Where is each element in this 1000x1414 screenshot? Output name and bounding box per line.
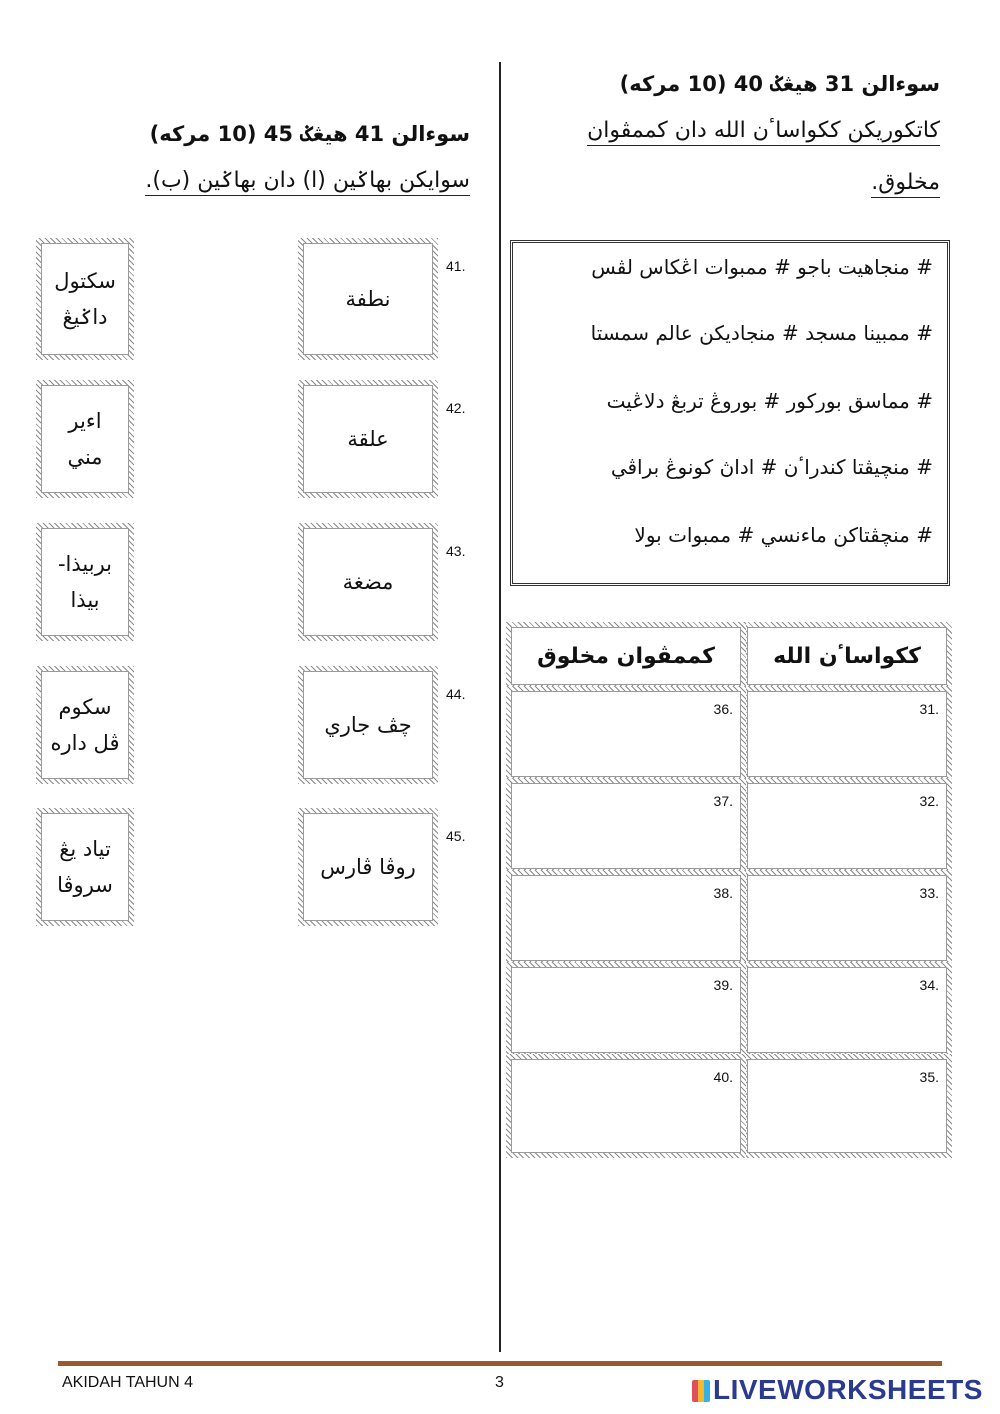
matching-instruction <box>145 168 470 193</box>
term-box-44[interactable]: چڤ جاري <box>298 666 438 784</box>
instruction-line-1 <box>587 118 940 143</box>
term-box-41[interactable]: نطفة <box>298 238 438 360</box>
answer-cell-32[interactable]: 32. <box>742 778 952 874</box>
word-bank-row[interactable]: # منجاهيت باجو # ممبوات اڠکاس لڤس <box>591 255 933 279</box>
word-bank-row[interactable]: # ممبينا مسجد # منجاديکن عالم سمستا <box>590 321 933 345</box>
instruction-text-1: کاتکوريکن ککواساٴن الله دان کممڤوان <box>587 118 940 146</box>
answer-cell-37[interactable]: 37. <box>506 778 746 874</box>
table-header-power-of-allah: ککواساٴن الله <box>742 622 952 690</box>
liveworksheets-logo-icon <box>692 1380 710 1402</box>
table-header-creature-ability: کممڤوان مخلوق <box>506 622 746 690</box>
answer-cell-36[interactable]: 36. <box>506 686 746 782</box>
section-heading-31-40: سوءالن 31 هيڠݢ 40 (10 مرکه) <box>619 72 940 96</box>
answer-cell-35[interactable]: 35. <box>742 1054 952 1158</box>
instruction-text-2: مخلوق. <box>871 170 940 198</box>
question-number-45: 45. <box>446 828 466 844</box>
answer-cell-40[interactable]: 40. <box>506 1054 746 1158</box>
footer-rule <box>58 1361 942 1366</box>
match-box-a[interactable]: سکتول داݢيڠ <box>36 238 134 360</box>
footer-subject: AKIDAH TAHUN 4 <box>62 1374 193 1391</box>
term-box-43[interactable]: مضغة <box>298 523 438 641</box>
instruction-line-2 <box>871 170 940 195</box>
section-heading-41-45: سوءالن 41 هيڠݢ 45 (10 مرکه) <box>149 122 470 146</box>
column-divider <box>499 62 501 1352</box>
liveworksheets-logo[interactable]: LIVEWORKSHEETS <box>692 1374 983 1406</box>
word-bank-row[interactable]: # منچڤتاکن ماءنسي # ممبوات بولا <box>634 523 933 547</box>
question-number-43: 43. <box>446 543 466 559</box>
match-box-c[interactable]: بربيذا- بيذا <box>36 523 134 641</box>
term-box-45[interactable]: روڤا ڤارس <box>298 808 438 926</box>
question-number-44: 44. <box>446 686 466 702</box>
question-number-41: 41. <box>446 258 466 274</box>
answer-cell-39[interactable]: 39. <box>506 962 746 1058</box>
matching-instruction-text: سوايکن بهاݢين (ا) دان بهاݢين (ب). <box>145 168 470 196</box>
term-box-42[interactable]: علقة <box>298 380 438 498</box>
word-bank-box <box>510 240 950 586</box>
word-bank-row[interactable]: # مماسق بورکور # بوروڠ تربڠ دلاڠيت <box>606 389 933 413</box>
answer-cell-34[interactable]: 34. <box>742 962 952 1058</box>
match-box-b[interactable]: اءير مني <box>36 380 134 498</box>
answer-cell-31[interactable]: 31. <box>742 686 952 782</box>
answer-cell-33[interactable]: 33. <box>742 870 952 966</box>
question-number-42: 42. <box>446 400 466 416</box>
page-number: 3 <box>495 1374 504 1391</box>
word-bank-row[interactable]: # منچيڤتا کندراٴن # اداڽ کونوڠ براڤي <box>610 455 933 479</box>
answer-cell-38[interactable]: 38. <box>506 870 746 966</box>
match-box-e[interactable]: تياد يڠ سروڤا <box>36 808 134 926</box>
match-box-d[interactable]: سکوم ڤل داره <box>36 666 134 784</box>
